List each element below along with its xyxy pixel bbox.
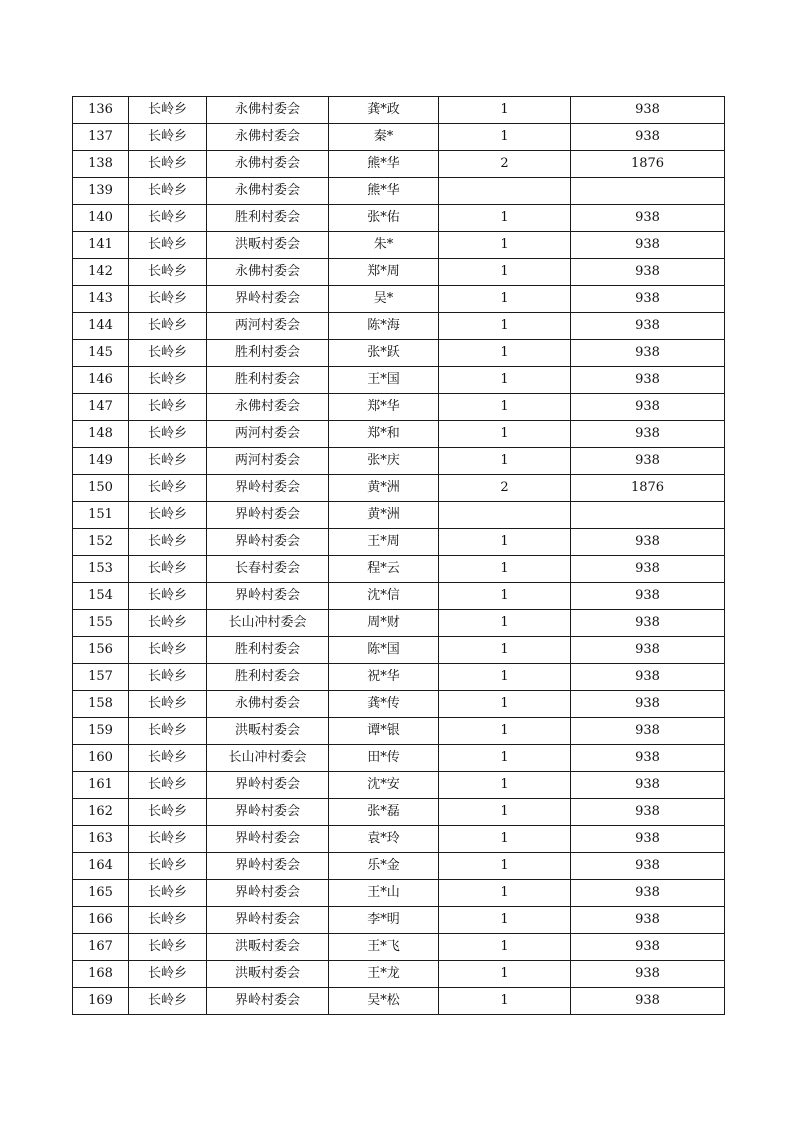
amount-cell: 938 (571, 232, 725, 259)
town-cell: 长岭乡 (129, 124, 207, 151)
name-cell: 王*飞 (329, 934, 439, 961)
table-row (73, 124, 725, 151)
amount-cell: 938 (571, 340, 725, 367)
village-cell: 界岭村委会 (207, 907, 329, 934)
name-cell: 乐*金 (329, 853, 439, 880)
name-cell: 吴* (329, 286, 439, 313)
row-number: 147 (73, 394, 129, 421)
village-cell: 长山冲村委会 (207, 745, 329, 772)
amount-cell: 938 (571, 259, 725, 286)
town-cell: 长岭乡 (129, 664, 207, 691)
town-cell: 长岭乡 (129, 448, 207, 475)
village-cell: 界岭村委会 (207, 880, 329, 907)
town-cell: 长岭乡 (129, 151, 207, 178)
table-row (73, 367, 725, 394)
village-cell: 界岭村委会 (207, 286, 329, 313)
town-cell: 长岭乡 (129, 934, 207, 961)
count-cell: 1 (439, 421, 571, 448)
name-cell: 李*明 (329, 907, 439, 934)
count-cell: 1 (439, 259, 571, 286)
row-number: 156 (73, 637, 129, 664)
name-cell: 陈*国 (329, 637, 439, 664)
row-number: 164 (73, 853, 129, 880)
village-cell: 永佛村委会 (207, 178, 329, 205)
row-number: 154 (73, 583, 129, 610)
count-cell: 1 (439, 988, 571, 1015)
name-cell: 袁*玲 (329, 826, 439, 853)
count-cell: 1 (439, 637, 571, 664)
table-row (73, 610, 725, 637)
village-cell: 胜利村委会 (207, 637, 329, 664)
town-cell: 长岭乡 (129, 394, 207, 421)
name-cell: 龚*传 (329, 691, 439, 718)
village-cell: 界岭村委会 (207, 799, 329, 826)
count-cell: 1 (439, 286, 571, 313)
table-row (73, 151, 725, 178)
amount-cell: 938 (571, 610, 725, 637)
town-cell: 长岭乡 (129, 286, 207, 313)
table-row (73, 583, 725, 610)
table-row (73, 205, 725, 232)
count-cell: 1 (439, 853, 571, 880)
table-row (73, 340, 725, 367)
row-number: 148 (73, 421, 129, 448)
count-cell: 1 (439, 691, 571, 718)
name-cell: 郑*华 (329, 394, 439, 421)
amount-cell: 938 (571, 286, 725, 313)
row-number: 162 (73, 799, 129, 826)
table-row (73, 691, 725, 718)
row-number: 149 (73, 448, 129, 475)
amount-cell: 938 (571, 421, 725, 448)
row-number: 153 (73, 556, 129, 583)
name-cell: 黄*洲 (329, 502, 439, 529)
table-row (73, 664, 725, 691)
village-cell: 两河村委会 (207, 313, 329, 340)
count-cell: 1 (439, 232, 571, 259)
table-row (73, 286, 725, 313)
count-cell: 1 (439, 772, 571, 799)
village-cell: 永佛村委会 (207, 691, 329, 718)
town-cell: 长岭乡 (129, 718, 207, 745)
table-row (73, 907, 725, 934)
count-cell (439, 502, 571, 529)
table-row (73, 529, 725, 556)
row-number: 166 (73, 907, 129, 934)
name-cell: 祝*华 (329, 664, 439, 691)
table-row (73, 637, 725, 664)
row-number: 169 (73, 988, 129, 1015)
row-number: 140 (73, 205, 129, 232)
row-number: 168 (73, 961, 129, 988)
amount-cell: 938 (571, 826, 725, 853)
village-cell: 永佛村委会 (207, 97, 329, 124)
row-number: 138 (73, 151, 129, 178)
village-cell: 胜利村委会 (207, 664, 329, 691)
town-cell: 长岭乡 (129, 529, 207, 556)
village-cell: 洪畈村委会 (207, 961, 329, 988)
amount-cell: 938 (571, 745, 725, 772)
row-number: 159 (73, 718, 129, 745)
count-cell: 1 (439, 556, 571, 583)
count-cell (439, 178, 571, 205)
amount-cell: 938 (571, 124, 725, 151)
count-cell: 1 (439, 745, 571, 772)
village-cell: 长春村委会 (207, 556, 329, 583)
row-number: 145 (73, 340, 129, 367)
name-cell: 张*庆 (329, 448, 439, 475)
town-cell: 长岭乡 (129, 421, 207, 448)
town-cell: 长岭乡 (129, 880, 207, 907)
village-cell: 洪畈村委会 (207, 934, 329, 961)
table-row (73, 772, 725, 799)
town-cell: 长岭乡 (129, 799, 207, 826)
town-cell: 长岭乡 (129, 502, 207, 529)
village-cell: 界岭村委会 (207, 583, 329, 610)
amount-cell: 938 (571, 718, 725, 745)
table-row (73, 799, 725, 826)
amount-cell (571, 178, 725, 205)
row-number: 167 (73, 934, 129, 961)
town-cell: 长岭乡 (129, 961, 207, 988)
amount-cell: 938 (571, 691, 725, 718)
name-cell: 田*传 (329, 745, 439, 772)
town-cell: 长岭乡 (129, 745, 207, 772)
table-body (73, 97, 725, 1015)
town-cell: 长岭乡 (129, 691, 207, 718)
village-cell: 永佛村委会 (207, 259, 329, 286)
village-cell: 界岭村委会 (207, 826, 329, 853)
row-number: 139 (73, 178, 129, 205)
count-cell: 1 (439, 664, 571, 691)
amount-cell: 938 (571, 880, 725, 907)
town-cell: 长岭乡 (129, 97, 207, 124)
count-cell: 1 (439, 97, 571, 124)
table-row (73, 745, 725, 772)
name-cell: 张*跃 (329, 340, 439, 367)
row-number: 144 (73, 313, 129, 340)
table-row (73, 556, 725, 583)
table-row (73, 502, 725, 529)
count-cell: 1 (439, 826, 571, 853)
amount-cell: 938 (571, 97, 725, 124)
count-cell: 1 (439, 610, 571, 637)
count-cell: 1 (439, 880, 571, 907)
row-number: 143 (73, 286, 129, 313)
count-cell: 1 (439, 907, 571, 934)
table-row (73, 394, 725, 421)
village-cell: 界岭村委会 (207, 988, 329, 1015)
count-cell: 1 (439, 799, 571, 826)
amount-cell: 938 (571, 907, 725, 934)
amount-cell: 938 (571, 583, 725, 610)
table-row (73, 259, 725, 286)
village-cell: 胜利村委会 (207, 367, 329, 394)
name-cell: 吴*松 (329, 988, 439, 1015)
count-cell: 1 (439, 583, 571, 610)
row-number: 157 (73, 664, 129, 691)
table-row (73, 961, 725, 988)
town-cell: 长岭乡 (129, 637, 207, 664)
row-number: 150 (73, 475, 129, 502)
name-cell: 张*佑 (329, 205, 439, 232)
table-row (73, 988, 725, 1015)
town-cell: 长岭乡 (129, 475, 207, 502)
table-row (73, 718, 725, 745)
row-number: 165 (73, 880, 129, 907)
name-cell: 朱* (329, 232, 439, 259)
name-cell: 王*龙 (329, 961, 439, 988)
count-cell: 1 (439, 448, 571, 475)
name-cell: 周*财 (329, 610, 439, 637)
name-cell: 沈*信 (329, 583, 439, 610)
amount-cell: 938 (571, 448, 725, 475)
name-cell: 王*山 (329, 880, 439, 907)
table-row (73, 475, 725, 502)
amount-cell: 938 (571, 772, 725, 799)
village-cell: 洪畈村委会 (207, 718, 329, 745)
count-cell: 2 (439, 475, 571, 502)
name-cell: 王*周 (329, 529, 439, 556)
village-cell: 界岭村委会 (207, 853, 329, 880)
table-row (73, 826, 725, 853)
amount-cell: 938 (571, 313, 725, 340)
amount-cell: 938 (571, 394, 725, 421)
table-row (73, 97, 725, 124)
name-cell: 熊*华 (329, 151, 439, 178)
town-cell: 长岭乡 (129, 988, 207, 1015)
table-row (73, 232, 725, 259)
amount-cell: 938 (571, 664, 725, 691)
count-cell: 1 (439, 529, 571, 556)
table-row (73, 880, 725, 907)
row-number: 160 (73, 745, 129, 772)
town-cell: 长岭乡 (129, 853, 207, 880)
row-number: 142 (73, 259, 129, 286)
amount-cell: 938 (571, 367, 725, 394)
village-cell: 两河村委会 (207, 421, 329, 448)
name-cell: 程*云 (329, 556, 439, 583)
village-cell: 胜利村委会 (207, 205, 329, 232)
table-row (73, 934, 725, 961)
count-cell: 1 (439, 718, 571, 745)
count-cell: 2 (439, 151, 571, 178)
village-cell: 永佛村委会 (207, 151, 329, 178)
town-cell: 长岭乡 (129, 205, 207, 232)
row-number: 141 (73, 232, 129, 259)
village-cell: 永佛村委会 (207, 124, 329, 151)
name-cell: 张*磊 (329, 799, 439, 826)
row-number: 136 (73, 97, 129, 124)
amount-cell: 938 (571, 205, 725, 232)
village-cell: 长山冲村委会 (207, 610, 329, 637)
amount-cell: 938 (571, 529, 725, 556)
count-cell: 1 (439, 124, 571, 151)
row-number: 161 (73, 772, 129, 799)
village-cell: 界岭村委会 (207, 475, 329, 502)
village-cell: 两河村委会 (207, 448, 329, 475)
row-number: 155 (73, 610, 129, 637)
name-cell: 秦* (329, 124, 439, 151)
amount-cell: 938 (571, 556, 725, 583)
town-cell: 长岭乡 (129, 556, 207, 583)
town-cell: 长岭乡 (129, 259, 207, 286)
name-cell: 王*国 (329, 367, 439, 394)
count-cell: 1 (439, 934, 571, 961)
count-cell: 1 (439, 205, 571, 232)
row-number: 152 (73, 529, 129, 556)
name-cell: 陈*海 (329, 313, 439, 340)
village-cell: 胜利村委会 (207, 340, 329, 367)
amount-cell: 938 (571, 799, 725, 826)
amount-cell: 938 (571, 853, 725, 880)
village-cell: 界岭村委会 (207, 502, 329, 529)
town-cell: 长岭乡 (129, 583, 207, 610)
amount-cell: 938 (571, 961, 725, 988)
town-cell: 长岭乡 (129, 826, 207, 853)
town-cell: 长岭乡 (129, 340, 207, 367)
count-cell: 1 (439, 313, 571, 340)
town-cell: 长岭乡 (129, 367, 207, 394)
amount-cell: 938 (571, 934, 725, 961)
row-number: 146 (73, 367, 129, 394)
name-cell: 黄*洲 (329, 475, 439, 502)
name-cell: 熊*华 (329, 178, 439, 205)
name-cell: 龚*政 (329, 97, 439, 124)
row-number: 137 (73, 124, 129, 151)
village-cell: 永佛村委会 (207, 394, 329, 421)
town-cell: 长岭乡 (129, 610, 207, 637)
count-cell: 1 (439, 340, 571, 367)
table-row (73, 421, 725, 448)
count-cell: 1 (439, 961, 571, 988)
amount-cell: 938 (571, 637, 725, 664)
name-cell: 谭*银 (329, 718, 439, 745)
town-cell: 长岭乡 (129, 178, 207, 205)
village-cell: 洪畈村委会 (207, 232, 329, 259)
recipient-table (72, 96, 725, 1015)
village-cell: 界岭村委会 (207, 529, 329, 556)
row-number: 163 (73, 826, 129, 853)
name-cell: 郑*和 (329, 421, 439, 448)
table-row (73, 853, 725, 880)
count-cell: 1 (439, 394, 571, 421)
count-cell: 1 (439, 367, 571, 394)
row-number: 158 (73, 691, 129, 718)
table-row (73, 313, 725, 340)
row-number: 151 (73, 502, 129, 529)
amount-cell: 938 (571, 988, 725, 1015)
village-cell: 界岭村委会 (207, 772, 329, 799)
amount-cell: 1876 (571, 475, 725, 502)
name-cell: 沈*安 (329, 772, 439, 799)
amount-cell: 1876 (571, 151, 725, 178)
table-row (73, 448, 725, 475)
table-row (73, 178, 725, 205)
name-cell: 郑*周 (329, 259, 439, 286)
town-cell: 长岭乡 (129, 232, 207, 259)
town-cell: 长岭乡 (129, 313, 207, 340)
amount-cell (571, 502, 725, 529)
town-cell: 长岭乡 (129, 907, 207, 934)
town-cell: 长岭乡 (129, 772, 207, 799)
